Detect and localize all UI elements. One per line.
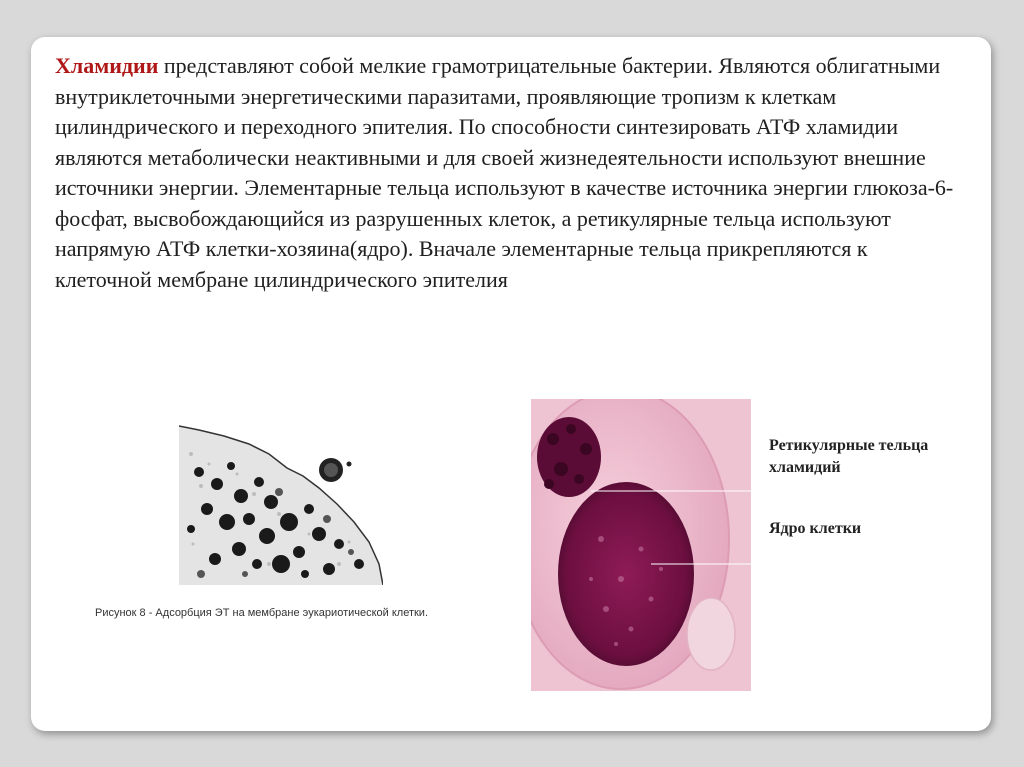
lead-word: Хламидии bbox=[55, 53, 159, 78]
stained-cell-micrograph bbox=[531, 399, 751, 691]
label-reticular-bodies: Ретикулярные тельца хламидий bbox=[769, 437, 929, 476]
label-cell-nucleus: Ядро клетки bbox=[769, 520, 862, 537]
slide bbox=[31, 37, 991, 731]
body-text: представляют собой мелкие грамотрицательные бактерии. Являются облигатными внутриклеточными энергетическими паразитами, проявляющие тропизм к клеткам цилиндрического и переходного эпителия. По способности синтезировать АТФ хламидии являются метаболически неактивными и для своей жизнедеятельности используют внешние источники энергии. Элементарные тельца используют в качестве источника энергии глюкоза-6-фосфат, высвобождающийся из разрушенных клеток, а ретикулярные тельца используют напрямую АТФ клетки-хозяина(ядро). Вначале элементарные тельца прикрепляются к клеточной мембране цилиндрического эпителия bbox=[55, 53, 954, 292]
body-paragraph bbox=[55, 51, 955, 295]
electron-micrograph bbox=[179, 424, 383, 585]
figure-caption: Рисунок 8 - Адсорбция ЭТ на мембране эукариотической клетки. bbox=[95, 607, 429, 619]
